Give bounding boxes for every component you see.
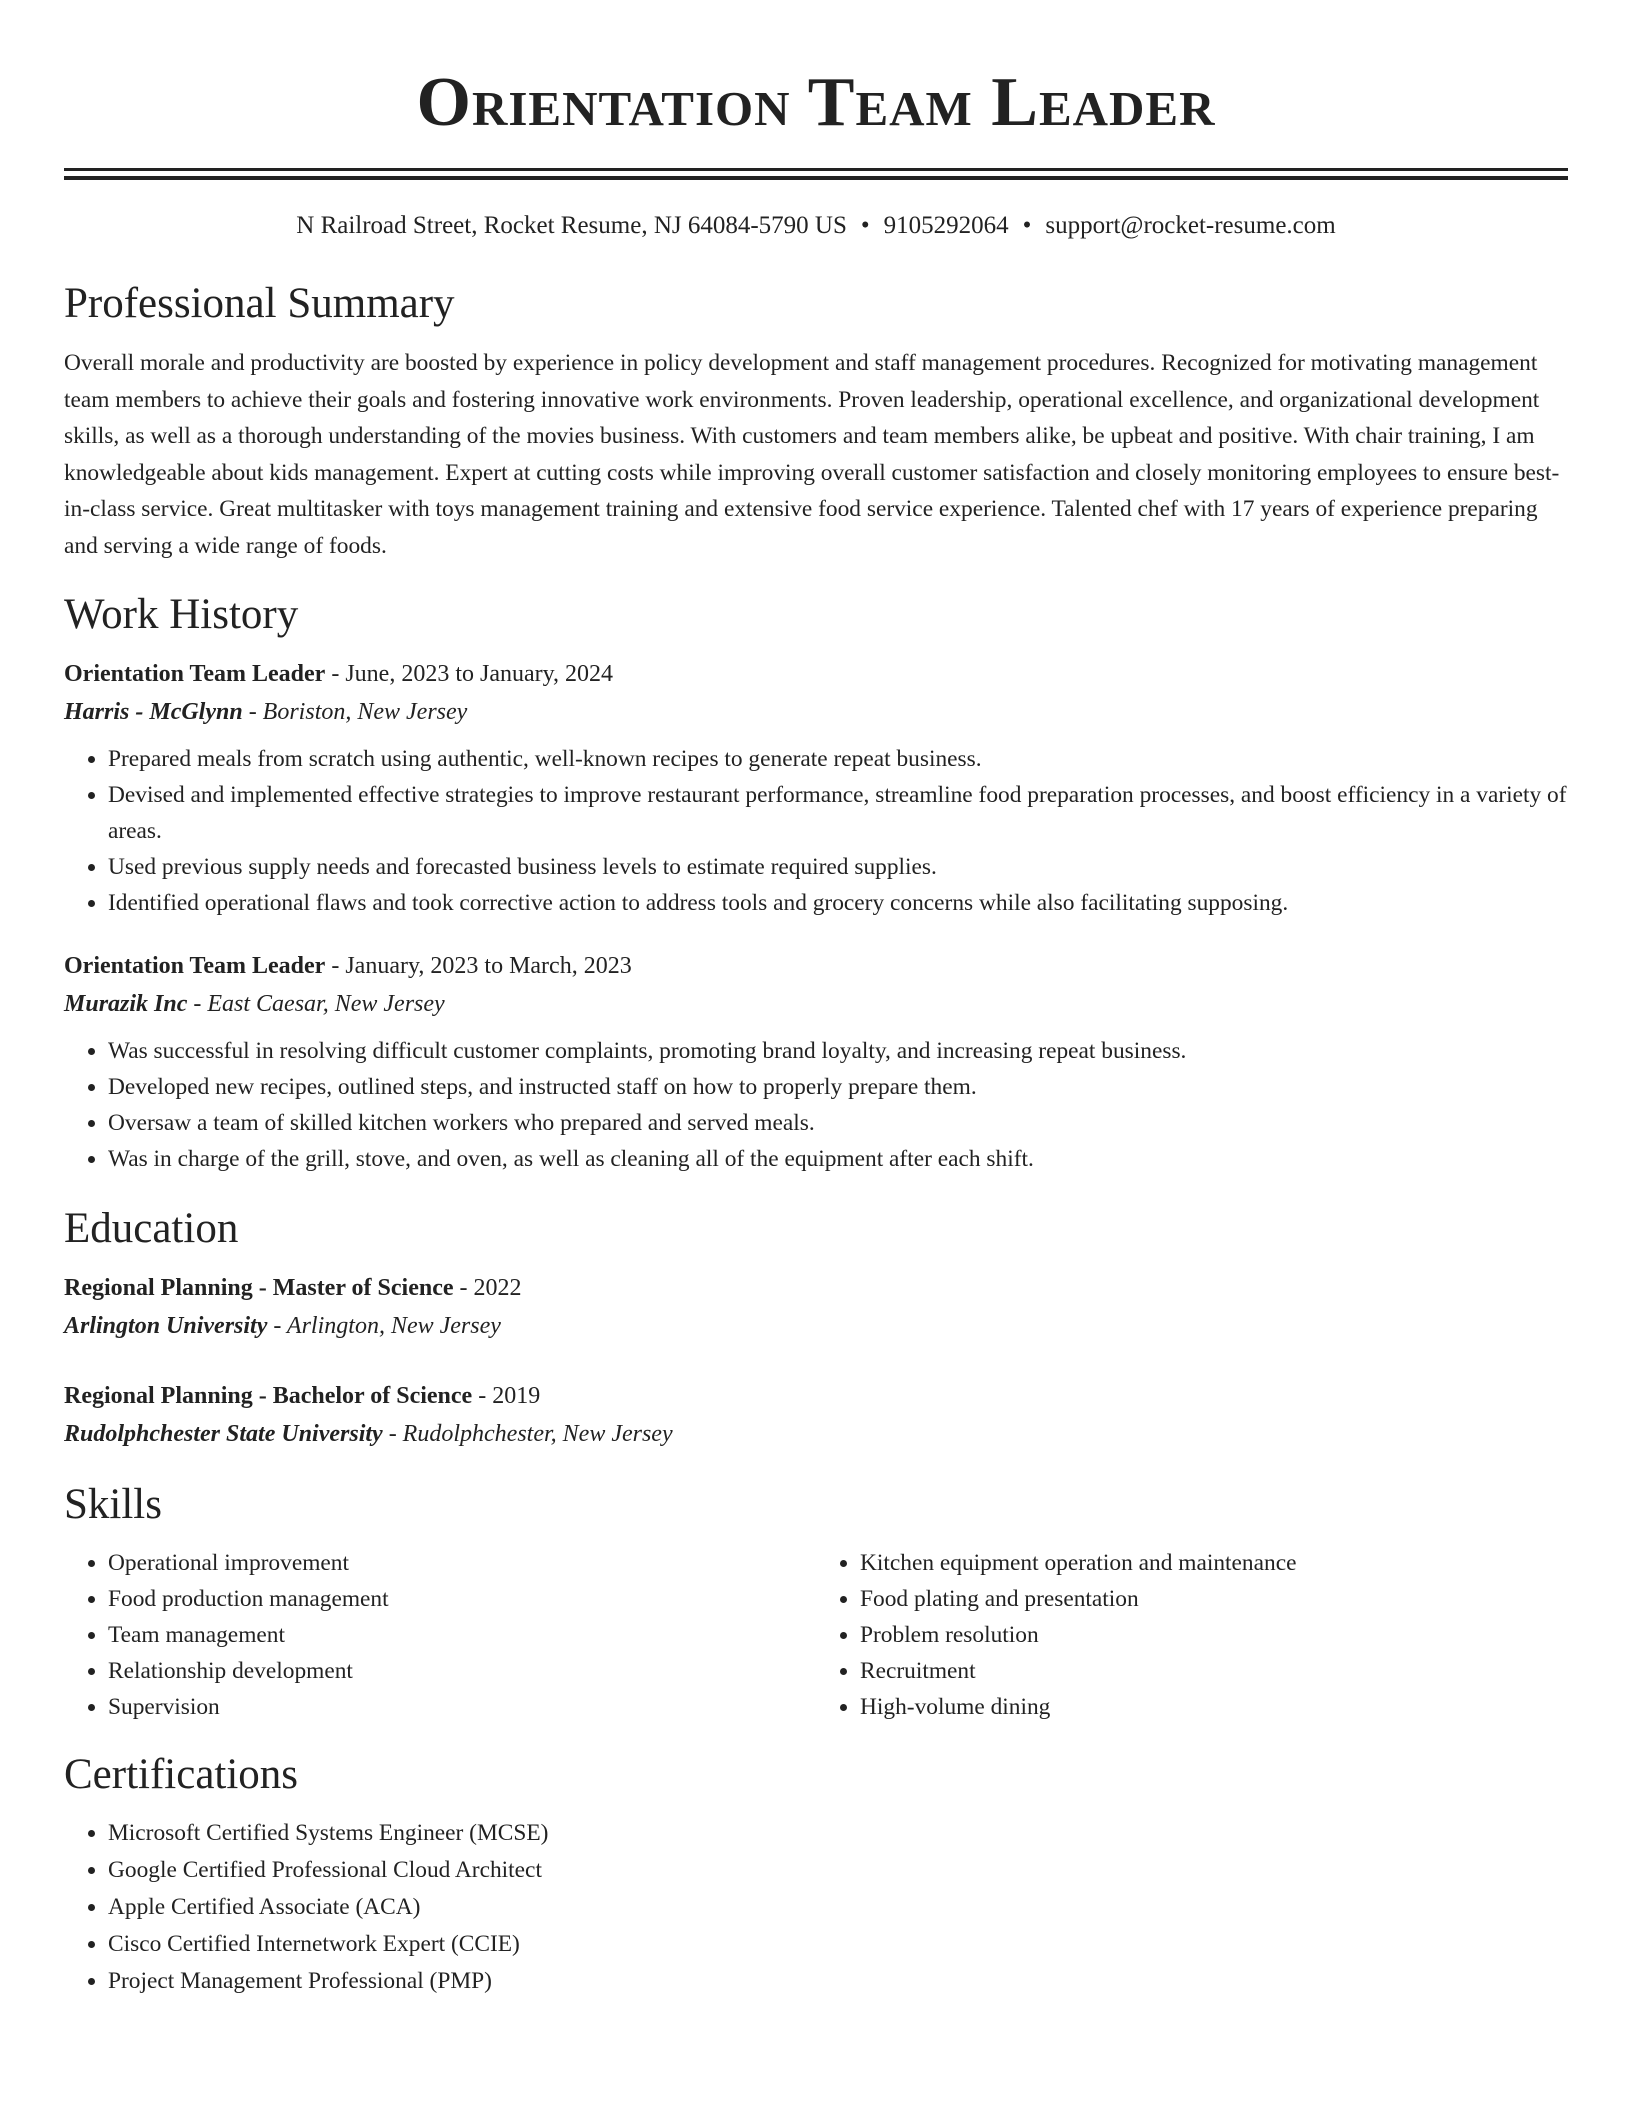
job-location: - Boriston, New Jersey (242, 698, 468, 725)
job-header (64, 655, 1568, 693)
job-bullet: • Was in charge of the grill, stove, and oven, as well as cleaning all of the equipment after each shift. (108, 1141, 1568, 1177)
education-year: - 2019 (472, 1382, 541, 1409)
job-company: Murazik Inc (64, 990, 188, 1017)
job-dates: - January, 2023 to March, 2023 (325, 952, 632, 979)
education-degree: Regional Planning - Master of Science (64, 1274, 454, 1301)
skill-item: • Kitchen equipment operation and maintenance (860, 1545, 1568, 1581)
education-section (64, 1203, 1568, 1453)
skill-item: • Recruitment (860, 1653, 1568, 1689)
summary-section (64, 278, 1568, 565)
job-bullet: • Identified operational flaws and took corrective action to address tools and grocery concerns while also facilitating supposing. (108, 885, 1568, 921)
job-bullet: • Was successful in resolving difficult customer complaints, promoting brand loyalty, and increasing repeat business. (108, 1033, 1568, 1069)
education-school: Rudolphchester State University (64, 1420, 383, 1447)
resume-title: Orientation Team Leader (416, 64, 1216, 141)
skill-item: • High-volume dining (860, 1689, 1568, 1725)
skill-item: • Food plating and presentation (860, 1581, 1568, 1617)
education-header (64, 1269, 1568, 1307)
education-year: - 2022 (453, 1274, 522, 1301)
skills-column-left (64, 1545, 816, 1725)
job-entry (64, 655, 1568, 921)
job-bullet: • Devised and implemented effective strategies to improve restaurant performance, streamline food preparation processes, and boost efficiency in a variety of areas. (108, 777, 1568, 849)
certification-item: • Cisco Certified Internetwork Expert (CCIE) (108, 1926, 1568, 1963)
education-header (64, 1377, 1568, 1415)
job-employer-line (64, 693, 1568, 731)
education-degree: Regional Planning - Bachelor of Science (64, 1382, 473, 1409)
skills-column-right (816, 1545, 1568, 1725)
certification-item: • Google Certified Professional Cloud Architect (108, 1852, 1568, 1889)
job-dates: - June, 2023 to January, 2024 (325, 660, 614, 687)
contact-email: support@rocket-resume.com (1045, 212, 1336, 239)
job-employer-line (64, 985, 1568, 1023)
summary-text: Overall morale and productivity are boosted by experience in policy development and staff management procedures. Recognized for motivating management team members to achieve their goals and fostering innovative work environments. Proven leadership, operational excellence, and organizational development skills, as well as a thorough understanding of the movies business. With customers and team members alike, be upbeat and positive. With chair training, I am knowledgeable about kids management. Expert at cutting costs while improving overall customer satisfaction and closely monitoring employees to ensure best-in-class service. Great multitasker with toys management training and extensive food service experience. Talented chef with 17 years of experience preparing and serving a wide range of foods. (64, 350, 1560, 559)
skill-item: • Food production management (108, 1581, 816, 1617)
job-bullet: • Prepared meals from scratch using authentic, well-known recipes to generate repeat business. (108, 741, 1568, 777)
education-entry (64, 1377, 1568, 1453)
section-heading-skills: Skills (64, 1480, 162, 1528)
certification-item: • Project Management Professional (PMP) (108, 1963, 1568, 2000)
section-heading-education: Education (64, 1204, 239, 1252)
job-title: Orientation Team Leader (64, 952, 326, 979)
job-entry (64, 947, 1568, 1177)
certifications-list (64, 1815, 1568, 2000)
skill-item: • Team management (108, 1617, 816, 1653)
section-heading-certifications: Certifications (64, 1750, 299, 1798)
job-bullets (64, 1033, 1568, 1177)
skill-item: • Problem resolution (860, 1617, 1568, 1653)
job-company: Harris - McGlynn (64, 698, 243, 725)
skill-item: • Relationship development (108, 1653, 816, 1689)
skills-section (64, 1479, 1568, 1725)
contact-phone: 9105292064 (883, 212, 1009, 239)
job-title: Orientation Team Leader (64, 660, 326, 687)
contact-line (64, 210, 1568, 242)
skill-item: • Supervision (108, 1689, 816, 1725)
education-entry (64, 1269, 1568, 1345)
contact-separator: • (860, 212, 870, 239)
contact-address: N Railroad Street, Rocket Resume, NJ 64084-5790 US (296, 212, 847, 239)
header-divider (64, 168, 1568, 180)
skills-grid (64, 1545, 1568, 1725)
education-school-line (64, 1307, 1568, 1345)
education-location: - Arlington, New Jersey (267, 1312, 501, 1339)
job-bullets (64, 741, 1568, 921)
job-location: - East Caesar, New Jersey (187, 990, 445, 1017)
education-location: - Rudolphchester, New Jersey (382, 1420, 673, 1447)
skill-item: • Operational improvement (108, 1545, 816, 1581)
job-bullet: • Oversaw a team of skilled kitchen workers who prepared and served meals. (108, 1105, 1568, 1141)
section-heading-summary: Professional Summary (64, 280, 455, 327)
certification-item: • Microsoft Certified Systems Engineer (MCSE) (108, 1815, 1568, 1852)
work-history-section (64, 589, 1568, 1177)
contact-separator: • (1022, 212, 1032, 239)
job-bullet: • Developed new recipes, outlined steps, and instructed staff on how to properly prepare them. (108, 1069, 1568, 1105)
job-header (64, 947, 1568, 985)
certification-item: • Apple Certified Associate (ACA) (108, 1889, 1568, 1926)
job-bullet: • Used previous supply needs and forecasted business levels to estimate required supplies. (108, 849, 1568, 885)
education-school: Arlington University (64, 1312, 268, 1339)
section-heading-work-history: Work History (64, 590, 299, 638)
education-school-line (64, 1415, 1568, 1453)
certifications-section (64, 1749, 1568, 2000)
